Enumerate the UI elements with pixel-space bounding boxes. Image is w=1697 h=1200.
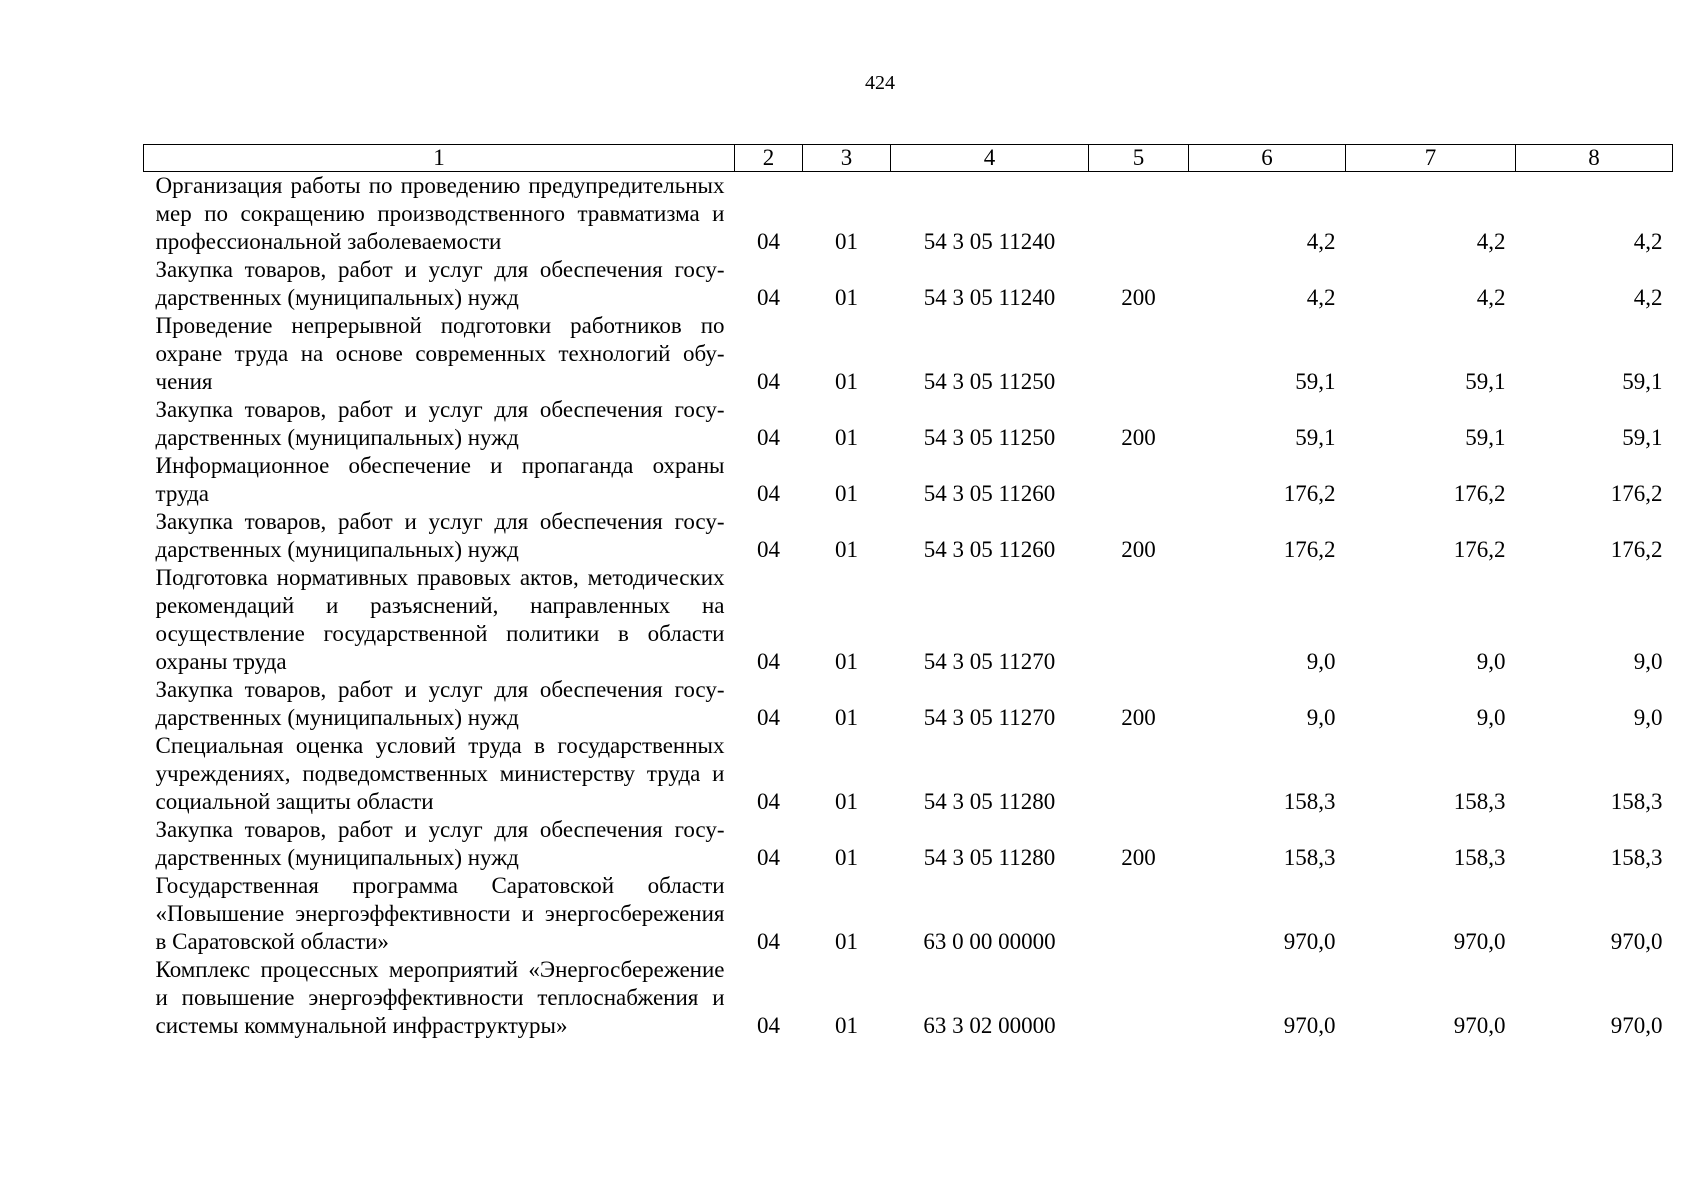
table-row <box>144 396 1673 452</box>
col-header-5: 5 <box>1089 145 1189 172</box>
row-value-2: 9,0 <box>1476 705 1506 730</box>
row-value-2: 176,2 <box>1453 481 1506 506</box>
row-target-article: 54 3 05 11250 <box>923 369 1056 394</box>
row-section: 04 <box>757 649 780 674</box>
row-subsection: 01 <box>835 537 858 562</box>
col-header-2: 2 <box>735 145 803 172</box>
row-value-1: 4,2 <box>1306 229 1336 254</box>
row-expense-type: 200 <box>1121 425 1156 450</box>
row-section: 04 <box>757 845 780 870</box>
row-expense-type: 200 <box>1121 705 1156 730</box>
row-section: 04 <box>757 229 780 254</box>
row-value-2: 970,0 <box>1453 1013 1506 1038</box>
row-expense-type <box>1089 452 1189 508</box>
row-subsection: 01 <box>835 845 858 870</box>
table-row <box>144 256 1673 312</box>
row-value-2: 970,0 <box>1453 929 1506 954</box>
row-subsection: 01 <box>835 425 858 450</box>
row-expense-type <box>1089 564 1189 676</box>
row-value-3: 176,2 <box>1610 481 1663 506</box>
col-header-6: 6 <box>1189 145 1346 172</box>
row-subsection: 01 <box>835 229 858 254</box>
row-expense-type: 200 <box>1121 845 1156 870</box>
row-name: Подготовка нормативных правовых актов, методических рекомендаций и разъяснений, направленных на осуществление государственной политики в области охраны труда <box>155 565 725 674</box>
row-section: 04 <box>757 425 780 450</box>
table-row <box>144 676 1673 732</box>
table-row <box>144 816 1673 872</box>
page-number: 424 <box>865 72 895 94</box>
row-value-3: 970,0 <box>1610 1013 1663 1038</box>
row-value-3: 158,3 <box>1610 845 1663 870</box>
row-value-1: 59,1 <box>1295 425 1336 450</box>
row-section: 04 <box>757 481 780 506</box>
row-section: 04 <box>757 369 780 394</box>
row-name: Закупка товаров, работ и услуг для обеспечения государственных (муниципальных) нужд <box>155 509 725 562</box>
row-value-3: 176,2 <box>1610 537 1663 562</box>
row-value-3: 9,0 <box>1633 649 1663 674</box>
row-subsection: 01 <box>835 929 858 954</box>
row-name: Государственная программа Саратовской области «Повышение энергоэффективности и энергосбережения в Саратовской области» <box>155 873 725 954</box>
row-section: 04 <box>757 537 780 562</box>
row-target-article: 54 3 05 11270 <box>923 705 1056 730</box>
row-target-article: 54 3 05 11240 <box>923 285 1056 310</box>
row-value-1: 9,0 <box>1306 649 1336 674</box>
col-header-8: 8 <box>1516 145 1673 172</box>
row-subsection: 01 <box>835 789 858 814</box>
row-expense-type <box>1089 872 1189 956</box>
row-value-3: 59,1 <box>1622 425 1663 450</box>
row-value-2: 59,1 <box>1465 369 1506 394</box>
row-subsection: 01 <box>835 369 858 394</box>
table-row <box>144 564 1673 676</box>
budget-table <box>143 144 1673 1040</box>
row-value-3: 4,2 <box>1633 229 1663 254</box>
row-name: Закупка товаров, работ и услуг для обеспечения государственных (муниципальных) нужд <box>155 817 725 870</box>
row-target-article: 54 3 05 11250 <box>923 425 1056 450</box>
table-row <box>144 172 1673 257</box>
row-target-article: 54 3 05 11260 <box>923 481 1056 506</box>
row-expense-type <box>1089 172 1189 257</box>
table-row <box>144 732 1673 816</box>
row-expense-type <box>1089 312 1189 396</box>
row-value-3: 9,0 <box>1633 705 1663 730</box>
row-section: 04 <box>757 789 780 814</box>
row-name: Закупка товаров, работ и услуг для обеспечения государственных (муниципальных) нужд <box>155 397 725 450</box>
row-value-2: 4,2 <box>1476 229 1506 254</box>
row-expense-type <box>1089 732 1189 816</box>
table-row <box>144 312 1673 396</box>
col-header-1: 1 <box>144 145 735 172</box>
row-subsection: 01 <box>835 481 858 506</box>
table-row <box>144 872 1673 956</box>
row-target-article: 63 0 00 00000 <box>923 929 1056 954</box>
row-value-1: 59,1 <box>1295 369 1336 394</box>
row-name: Организация работы по проведению предупредительных мер по сокращению производственного травматизма и профессиональной заболеваемости <box>155 173 725 254</box>
row-value-1: 176,2 <box>1283 481 1336 506</box>
row-subsection: 01 <box>835 1013 858 1038</box>
col-header-3: 3 <box>803 145 891 172</box>
table-row <box>144 508 1673 564</box>
row-value-1: 158,3 <box>1283 789 1336 814</box>
row-value-1: 4,2 <box>1306 285 1336 310</box>
row-value-1: 176,2 <box>1283 537 1336 562</box>
table-row <box>144 452 1673 508</box>
row-name: Закупка товаров, работ и услуг для обеспечения государственных (муниципальных) нужд <box>155 257 725 310</box>
row-value-2: 158,3 <box>1453 789 1506 814</box>
row-value-1: 9,0 <box>1306 705 1336 730</box>
row-expense-type: 200 <box>1121 285 1156 310</box>
row-target-article: 54 3 05 11280 <box>923 845 1056 870</box>
row-target-article: 63 3 02 00000 <box>923 1013 1056 1038</box>
row-value-3: 59,1 <box>1622 369 1663 394</box>
row-name: Проведение непрерывной подготовки работников по охране труда на основе современных технологий обучения <box>155 313 725 394</box>
row-subsection: 01 <box>835 285 858 310</box>
row-name: Специальная оценка условий труда в государственных учреждениях, подведомственных министерству труда и социальной защиты области <box>155 733 725 814</box>
table-row <box>144 956 1673 1040</box>
row-expense-type: 200 <box>1121 537 1156 562</box>
row-name: Закупка товаров, работ и услуг для обеспечения государственных (муниципальных) нужд <box>155 677 725 730</box>
row-name: Комплекс процессных мероприятий «Энергосбережение и повышение энергоэффективности теплоснабжения и системы коммунальной инфраструктуры» <box>155 957 725 1038</box>
row-subsection: 01 <box>835 705 858 730</box>
table-header-row <box>144 145 1673 172</box>
col-header-7: 7 <box>1346 145 1516 172</box>
row-value-1: 970,0 <box>1283 1013 1336 1038</box>
row-name: Информационное обеспечение и пропаганда охраны труда <box>155 453 725 506</box>
row-value-3: 970,0 <box>1610 929 1663 954</box>
row-value-2: 59,1 <box>1465 425 1506 450</box>
row-section: 04 <box>757 1013 780 1038</box>
row-value-2: 176,2 <box>1453 537 1506 562</box>
row-target-article: 54 3 05 11280 <box>923 789 1056 814</box>
row-subsection: 01 <box>835 649 858 674</box>
row-expense-type <box>1089 956 1189 1040</box>
row-value-2: 9,0 <box>1476 649 1506 674</box>
row-target-article: 54 3 05 11270 <box>923 649 1056 674</box>
row-value-2: 4,2 <box>1476 285 1506 310</box>
row-section: 04 <box>757 705 780 730</box>
row-value-2: 158,3 <box>1453 845 1506 870</box>
row-value-1: 970,0 <box>1283 929 1336 954</box>
row-target-article: 54 3 05 11260 <box>923 537 1056 562</box>
row-target-article: 54 3 05 11240 <box>923 229 1056 254</box>
row-value-3: 4,2 <box>1633 285 1663 310</box>
row-value-1: 158,3 <box>1283 845 1336 870</box>
row-value-3: 158,3 <box>1610 789 1663 814</box>
row-section: 04 <box>757 929 780 954</box>
row-section: 04 <box>757 285 780 310</box>
col-header-4: 4 <box>891 145 1089 172</box>
